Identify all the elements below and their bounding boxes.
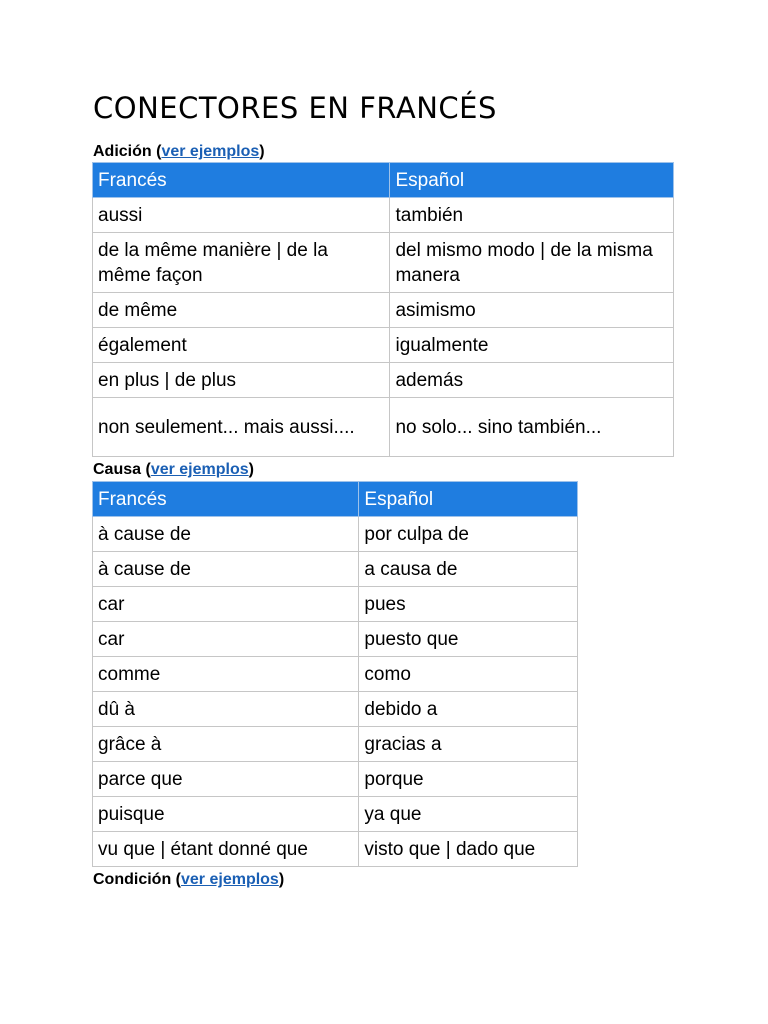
table-row: [93, 622, 578, 657]
cell-frances: car: [93, 622, 359, 657]
causa-table: [92, 481, 578, 867]
column-header-frances: Francés: [93, 482, 359, 517]
cell-frances: puisque: [93, 797, 359, 832]
section-label-causa: Causa: [93, 461, 142, 478]
cell-frances: en plus | de plus: [93, 363, 390, 398]
cell-frances: également: [93, 328, 390, 363]
cell-espanol: como: [359, 657, 578, 692]
table-row: [93, 198, 674, 233]
cell-frances: de la même manière | de la même façon: [93, 233, 390, 293]
table-row: [93, 797, 578, 832]
table-header-row: [93, 163, 674, 198]
page-title: CONECTORES EN FRANCÉS: [93, 91, 497, 125]
cell-espanol: debido a: [359, 692, 578, 727]
table-row: [93, 692, 578, 727]
cell-frances: car: [93, 587, 359, 622]
cell-espanol: asimismo: [390, 293, 674, 328]
open-paren: (: [151, 143, 162, 160]
cell-espanol: puesto que: [359, 622, 578, 657]
cell-espanol: porque: [359, 762, 578, 797]
table-row: [93, 363, 674, 398]
ver-ejemplos-link-condicion[interactable]: ver ejemplos: [181, 871, 279, 888]
adicion-table: [92, 162, 674, 457]
section-heading-condicion: [93, 870, 284, 890]
cell-frances: vu que | étant donné que: [93, 832, 359, 867]
table-row: [93, 398, 674, 457]
cell-espanol: ya que: [359, 797, 578, 832]
table-row: [93, 233, 674, 293]
cell-frances: parce que: [93, 762, 359, 797]
cell-frances: comme: [93, 657, 359, 692]
cell-espanol: por culpa de: [359, 517, 578, 552]
table-row: [93, 293, 674, 328]
cell-espanol: gracias a: [359, 727, 578, 762]
table-row: [93, 727, 578, 762]
table-row: [93, 762, 578, 797]
cell-espanol: del mismo modo | de la misma manera: [390, 233, 674, 293]
section-label-adicion: Adición: [93, 143, 152, 160]
cell-espanol: no solo... sino también...: [390, 398, 674, 457]
cell-frances: aussi: [93, 198, 390, 233]
table-row: [93, 832, 578, 867]
cell-frances: dû à: [93, 692, 359, 727]
cell-frances: grâce à: [93, 727, 359, 762]
cell-espanol: también: [390, 198, 674, 233]
table-row: [93, 328, 674, 363]
section-heading-causa: [93, 460, 254, 480]
section-label-condicion: Condición: [93, 871, 172, 888]
ver-ejemplos-link-causa[interactable]: ver ejemplos: [150, 461, 249, 478]
open-paren: (: [171, 871, 181, 888]
table-row: [93, 517, 578, 552]
cell-espanol: igualmente: [390, 328, 674, 363]
column-header-frances: Francés: [93, 163, 390, 198]
cell-frances: à cause de: [93, 517, 359, 552]
cell-espanol: pues: [359, 587, 578, 622]
cell-espanol: visto que | dado que: [359, 832, 578, 867]
cell-espanol: a causa de: [359, 552, 578, 587]
cell-frances: à cause de: [93, 552, 359, 587]
close-paren: ): [248, 461, 254, 478]
table-row: [93, 587, 578, 622]
table-header-row: [93, 482, 578, 517]
close-paren: ): [278, 871, 285, 888]
close-paren: ): [259, 143, 265, 160]
cell-frances: non seulement... mais aussi....: [93, 398, 390, 457]
column-header-espanol: Español: [359, 482, 578, 517]
table-row: [93, 657, 578, 692]
column-header-espanol: Español: [390, 163, 674, 198]
cell-frances: de même: [93, 293, 390, 328]
section-heading-adicion: [93, 142, 265, 162]
open-paren: (: [141, 461, 151, 478]
ver-ejemplos-link-adicion[interactable]: ver ejemplos: [161, 143, 260, 160]
cell-espanol: además: [390, 363, 674, 398]
table-row: [93, 552, 578, 587]
